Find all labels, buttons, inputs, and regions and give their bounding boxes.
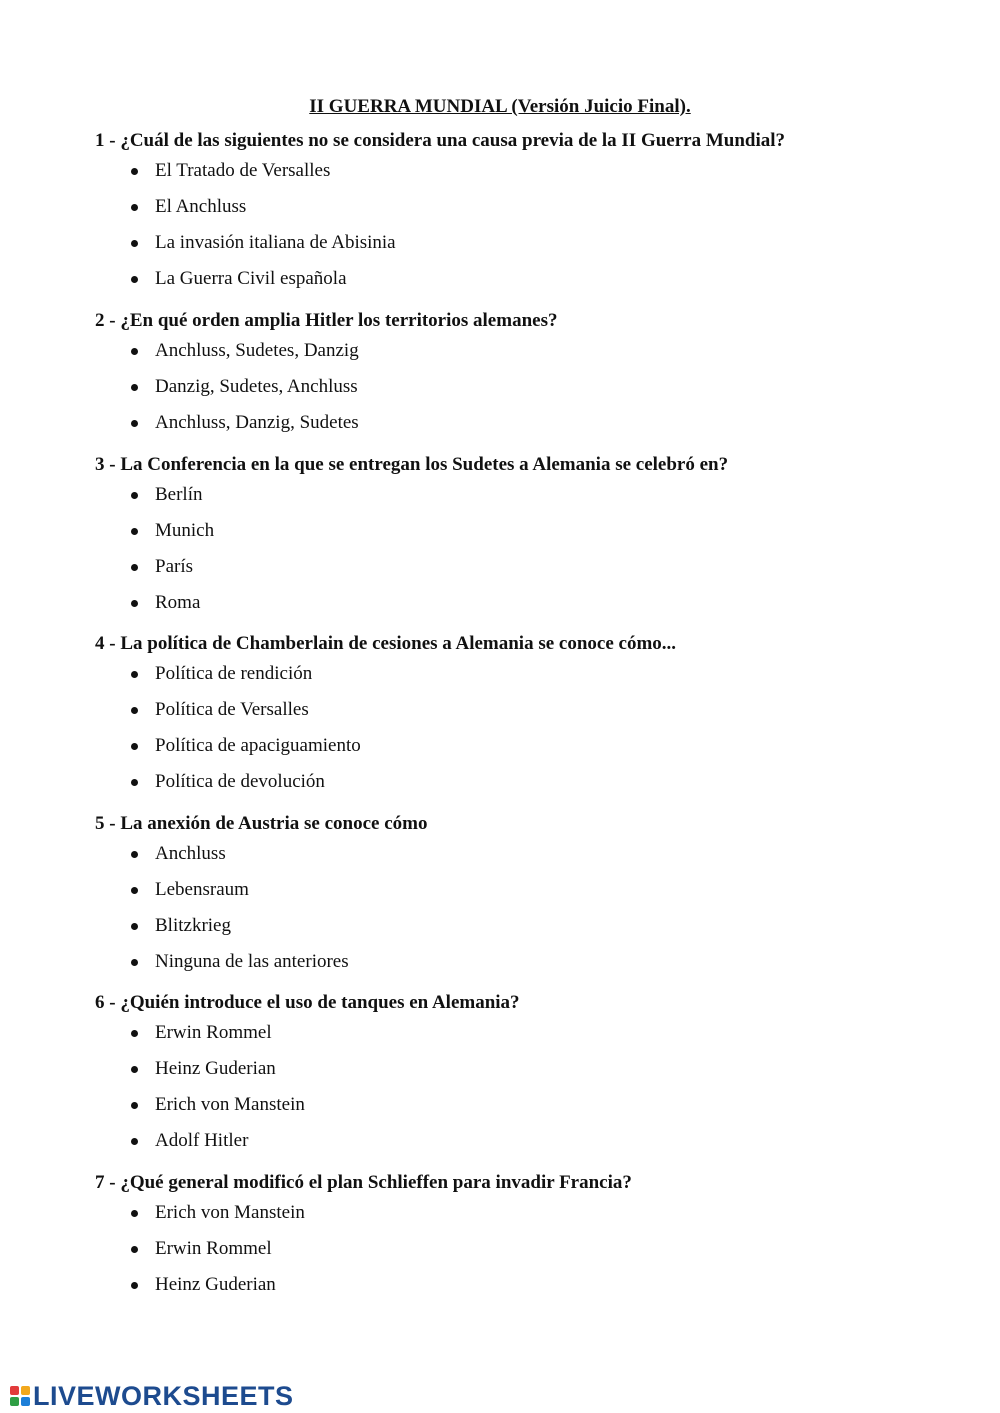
answer-option[interactable] [95, 656, 955, 692]
question-7 [95, 1171, 955, 1303]
answer-option[interactable] [95, 477, 955, 513]
logo-square [10, 1386, 19, 1395]
answer-option[interactable] [95, 728, 955, 764]
answer-option-label: Heinz Guderian [155, 1058, 276, 1079]
bullet-icon [131, 420, 138, 427]
bullet-icon [131, 1246, 138, 1253]
answer-option[interactable] [95, 872, 955, 908]
bullet-icon [131, 348, 138, 355]
bullet-icon [131, 384, 138, 391]
question-text: 5 - La anexión de Austria se conoce cómo [95, 813, 428, 834]
answer-option-label: El Anchluss [155, 196, 247, 217]
answer-options [95, 1195, 955, 1303]
bullet-icon [131, 564, 138, 571]
answer-options [95, 333, 955, 441]
bullet-icon [131, 779, 138, 786]
bullet-icon [131, 671, 138, 678]
answer-options [95, 1015, 955, 1159]
bullet-icon [131, 204, 138, 211]
answer-option-label: Política de devolución [155, 771, 325, 792]
answer-option-label: Munich [155, 520, 215, 541]
bullet-icon [131, 1030, 138, 1037]
question-2 [95, 309, 955, 441]
answer-option[interactable] [95, 1123, 955, 1159]
answer-option-label: Heinz Guderian [155, 1274, 276, 1295]
answer-option-label: Berlín [155, 484, 203, 505]
bullet-icon [131, 240, 138, 247]
answer-option-label: Anchluss, Danzig, Sudetes [155, 412, 359, 433]
bullet-icon [131, 1066, 138, 1073]
question-3 [95, 453, 955, 621]
answer-option[interactable] [95, 1051, 955, 1087]
answer-option[interactable] [95, 153, 955, 189]
bullet-icon [131, 1282, 138, 1289]
bullet-icon [131, 707, 138, 714]
answer-option[interactable] [95, 1195, 955, 1231]
answer-option-label: Danzig, Sudetes, Anchluss [155, 376, 358, 397]
answer-option-label: Erwin Rommel [155, 1238, 272, 1259]
answer-option-label: El Tratado de Versalles [155, 160, 331, 181]
answer-option[interactable] [95, 764, 955, 800]
answer-option[interactable] [95, 513, 955, 549]
logo-square [21, 1397, 30, 1406]
answer-options [95, 656, 955, 800]
question-text: 6 - ¿Quién introduce el uso de tanques en Alemania? [95, 992, 520, 1013]
bullet-icon [131, 276, 138, 283]
answer-option[interactable] [95, 261, 955, 297]
answer-option-label: Lebensraum [155, 879, 249, 900]
logo-square [10, 1397, 19, 1406]
bullet-icon [131, 743, 138, 750]
bullet-icon [131, 492, 138, 499]
answer-option[interactable] [95, 1015, 955, 1051]
question-text: 1 - ¿Cuál de las siguientes no se considera una causa previa de la II Guerra Mundial? [95, 130, 786, 151]
answer-option[interactable] [95, 692, 955, 728]
bullet-icon [131, 600, 138, 607]
answer-option-label: Anchluss, Sudetes, Danzig [155, 340, 359, 361]
logo-squares-icon [10, 1386, 30, 1406]
logo-square [21, 1386, 30, 1395]
bullet-icon [131, 1210, 138, 1217]
question-6 [95, 991, 955, 1159]
answer-option[interactable] [95, 549, 955, 585]
answer-option[interactable] [95, 908, 955, 944]
question-text: 3 - La Conferencia en la que se entregan los Sudetes a Alemania se celebró en? [95, 454, 729, 475]
bullet-icon [131, 887, 138, 894]
question-5 [95, 812, 955, 980]
answer-option-label: Erwin Rommel [155, 1022, 272, 1043]
bullet-icon [131, 528, 138, 535]
answer-option-label: La Guerra Civil española [155, 268, 347, 289]
answer-option-label: Ninguna de las anteriores [155, 951, 349, 972]
answer-option[interactable] [95, 1231, 955, 1267]
answer-option[interactable] [95, 1087, 955, 1123]
answer-option[interactable] [95, 1267, 955, 1303]
question-text: 7 - ¿Qué general modificó el plan Schlieffen para invadir Francia? [95, 1172, 632, 1193]
document-title: II GUERRA MUNDIAL (Versión Juicio Final). [309, 96, 691, 117]
answer-option-label: Política de rendición [155, 663, 313, 684]
answer-options [95, 836, 955, 980]
question-1 [95, 129, 955, 297]
answer-option-label: Blitzkrieg [155, 915, 231, 936]
question-4 [95, 632, 955, 800]
answer-option[interactable] [95, 369, 955, 405]
bullet-icon [131, 959, 138, 966]
liveworksheets-logo[interactable] [10, 1380, 294, 1412]
answer-option[interactable] [95, 189, 955, 225]
answer-option[interactable] [95, 585, 955, 621]
answer-option[interactable] [95, 333, 955, 369]
answer-option-label: Política de Versalles [155, 699, 309, 720]
answer-option-label: Erich von Manstein [155, 1094, 305, 1115]
answer-option[interactable] [95, 944, 955, 980]
bullet-icon [131, 1138, 138, 1145]
answer-options [95, 477, 955, 621]
bullet-icon [131, 923, 138, 930]
question-text: 4 - La política de Chamberlain de cesiones a Alemania se conoce cómo... [95, 633, 677, 654]
bullet-icon [131, 1102, 138, 1109]
bullet-icon [131, 851, 138, 858]
answer-option-label: Anchluss [155, 843, 226, 864]
answer-option-label: Roma [155, 592, 201, 613]
answer-option-label: Política de apaciguamiento [155, 735, 361, 756]
answer-option-label: París [155, 556, 193, 577]
answer-option[interactable] [95, 405, 955, 441]
question-text: 2 - ¿En qué orden amplia Hitler los territorios alemanes? [95, 310, 558, 331]
answer-option-label: Erich von Manstein [155, 1202, 305, 1223]
answer-option-label: La invasión italiana de Abisinia [155, 232, 396, 253]
answer-option-label: Adolf Hitler [155, 1130, 249, 1151]
answer-option[interactable] [95, 225, 955, 261]
answer-option[interactable] [95, 836, 955, 872]
bullet-icon [131, 168, 138, 175]
logo-text: LIVEWORKSHEETS [33, 1380, 294, 1411]
answer-options [95, 153, 955, 297]
